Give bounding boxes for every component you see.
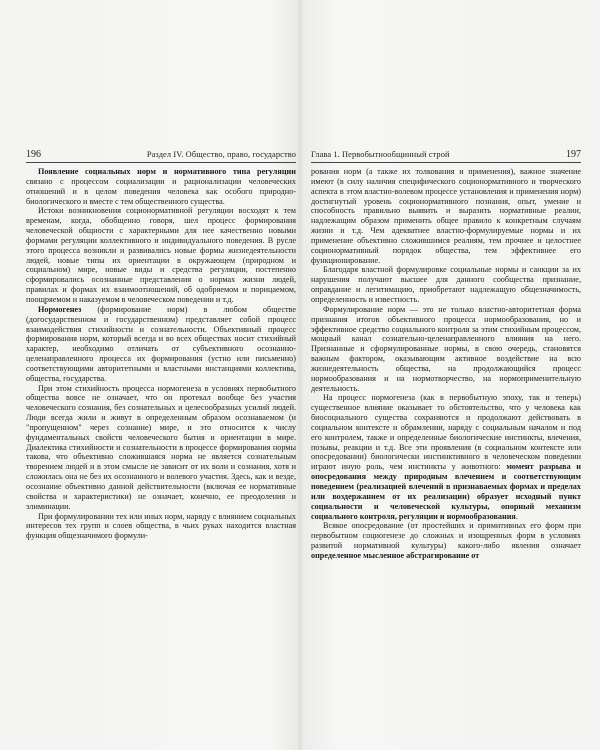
paragraph [26,512,296,542]
paragraph [311,521,581,560]
right-page-number: 197 [566,149,581,160]
text-run: связано с процессом социализации и рационализации человеческих отношений и в целом поведения человека как особого природно-биологического и вместе с тем общественного существа. [26,176,296,206]
paragraph [26,384,296,512]
text-run: Благодаря властной формулировке социальные нормы и санкции за их нарушения получают высшее для данного сообщества признание, оправдание и легитимацию, приобретают надлежащую общезначимость, определенность и известность. [311,265,581,304]
right-page-text [311,167,581,561]
paragraph [311,167,581,265]
left-running-head: Раздел IV. Общество, право, государство [146,150,296,159]
left-page [26,150,296,541]
bold-run: момент разрыва и опосредования между природным влечением и соответствующим поведением (реализацией влечений в признаваемых формах и пределах или воздержанием от их реализации) образует исходный пункт социальности и человеческой культуры, опорный механизм социального контроля, регуляции и нормообразования [311,462,581,521]
paragraph [311,305,581,394]
text-run: . [515,511,518,521]
left-page-number: 196 [26,149,41,160]
text-run: рования норм (а также их толкования и применения), важное значение имеют (в силу наличия специфического соционормативного и творческого аспекта в этом властно-волевом процессе установления и применения норм) достигнутый уровень соционормативного познания, опыт, умение и способность правильно выявить и выразить нормативные реалии, надлежащим образом применить общее правило к конкретным случаям жизни и т.д. Чем адекватнее властно-формулируемые нормы и их применение объективно сложившимся реалиям, тем прочнее и целостнее соционормативный порядок общества, тем эффективнее его функционирование. [311,167,581,265]
left-page-text [26,167,296,541]
paragraph [26,305,296,384]
paragraph [311,393,581,521]
right-page [311,150,581,561]
right-page-header [311,150,581,163]
text-run: На процесс нормогенеза (как в первобытную эпоху, так и теперь) существенное влияние оказывает то обстоятельство, что у человека как биосоциального существа сохраняются и продолжают действовать в социальном контексте и обрамлении, наряду с социальным началом и под его контролем, также и определенные биологические инстинкты, влечения, позывы, реакции и т.д. Все эти проявления (в социальном контексте или опосредовании) биологически инстинктивного в человеческом поведении играют иную роль, чем инстинкты у животного: [311,393,581,472]
bold-run: Нормогенез [38,304,82,314]
bold-run: Появление социальных норм и нормативного типа регуляции [38,167,296,176]
left-page-header [26,150,296,163]
text-run: При этом стихийность процесса нормогенеза в условиях первобытного общества вовсе не означает, что он протекал вообще без участия человеческого сознания, без сознательных и целесообразных усилий людей. Люди всегда жили и живут в определенным образом осознаваемом (и "пропущенном" через сознание) мире, и это относится к числу фундаментальных свойств человеческого бытия и ориентации в мире. Диалектика стихийности и сознательности в процессе формирования нормы такова, что объективно сложившаяся норма не является сознательным творением людей и в этом смысле не зависит от их воли и сознания, хотя и сложилась она не без их осознанного и волевого участия. Здесь, как и везде, осознание объективно данной действительности (включая ее нормативные свойства и характеристики) не означает, конечно, ее преодоления и элиминации. [26,383,296,511]
text-run: Всякое опосредование (от простейших и примитивных его форм при первобытном социогенезе до сложных и изощренных форм в условиях развитой нормативной культуры) какого-либо явления означает [311,521,581,551]
text-run: Формулирование норм — это не только властно-авторитетная форма признания итогов объективного процесса нормообразования, но и эффективное средство социального контроля за этим стихийным процессом, мощный канал сознательно-целенаправленного влияния на него. Признанные и сформулированные нормы, в свою очередь, становятся важным фактором, оказывающим активное воздействие на всю жизнедеятельность общества, на продолжающийся процесс нормообразования и на нормотворчество, на нормоприменительную деятельность. [311,304,581,393]
text-run: Истоки возникновения соционормативной регуляции восходят к тем временам, когда, обобщенно говоря, шел процесс формирования человеческой общности с характерными для нее качественно новыми формами регуляции коллективного и индивидуального поведения. В русле этого процесса возникли и развивались новые формы жизнедеятельности людей, новые типы их ориентации в окружающем (природном и социальном) мире, новые виды и средства регуляции, постепенно сформировались осознанные представления о нормах жизни людей, правилах и формах их взаимоотношений, об одобряемом и порицаемом, поощряемом и наказуемом в человеческом поведении и т.д. [26,206,296,304]
paragraph [311,265,581,304]
paragraph [26,167,296,206]
text-run: (формирование норм) в любом обществе (догосударственном и государственном) представляет собой процесс взаимодействия стихийности и сознательности. Объективный процесс формирования норм, который всегда и во всех обществах носит стихийный характер, необходимо отличать от субъективного осознанно-целенаправленного процесса их формирования (устно или письменно) соответствующими авторитетными и властными инстанциями коллектива, общества, государства. [26,304,296,383]
right-running-head: Глава 1. Первобытнообщинный строй [311,150,450,159]
bold-run: определенное мысленное абстрагирование от [311,550,480,560]
text-run: При формулировании тех или иных норм, наряду с влиянием социальных интересов тех групп и слоев общества, в чьих руках находится властная функция общезначимого формули- [26,511,296,541]
paragraph [26,206,296,304]
